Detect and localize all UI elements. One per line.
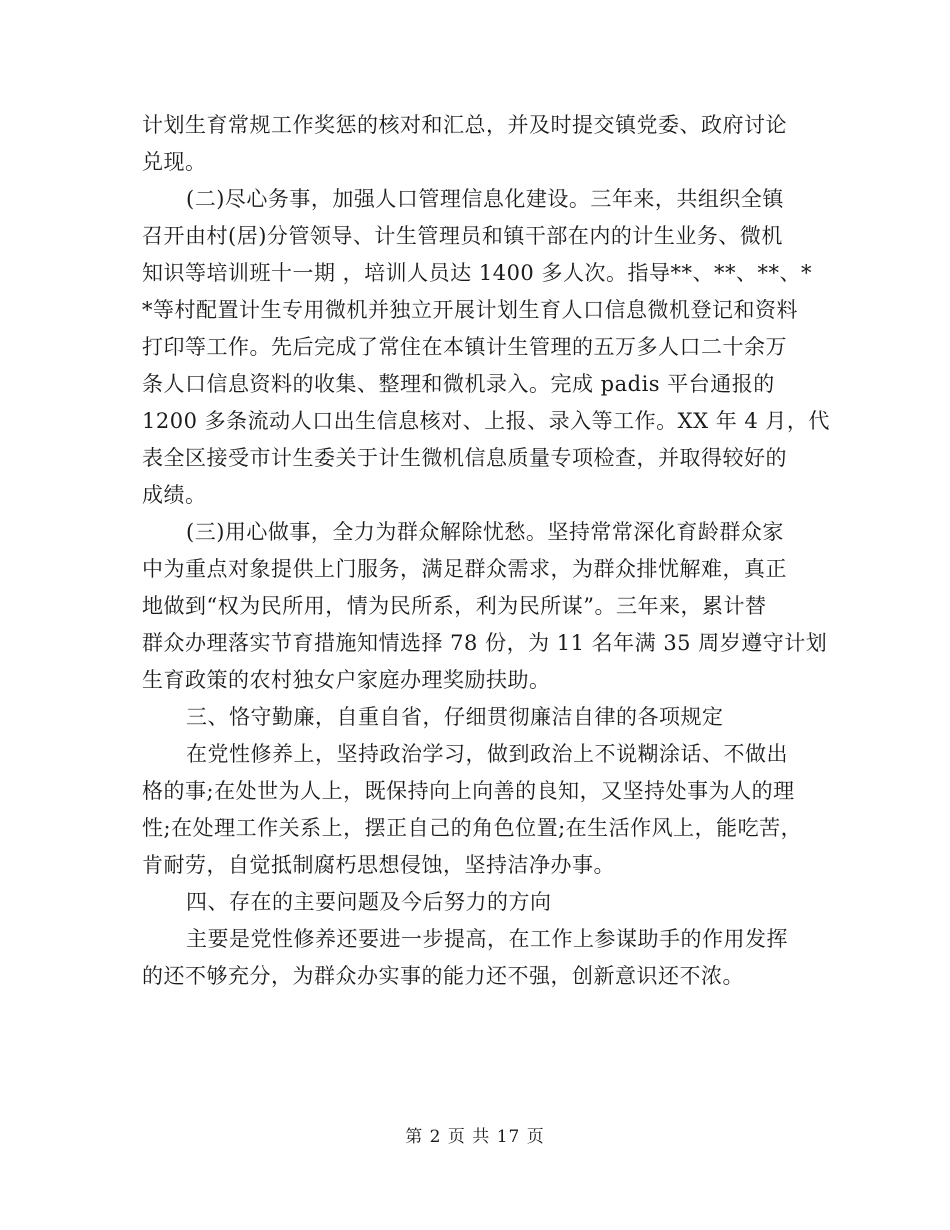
paragraph-start-line: (二)尽心务事，加强人口管理信息化建设。三年来，共组织全镇 [186, 187, 784, 211]
section-heading: 三、恪守勤廉，自重自省，仔细贯彻廉洁自律的各项规定 [186, 705, 724, 729]
text-line: 性;在处理工作关系上，摆正自己的角色位置;在生活作风上，能吃苦， [142, 816, 803, 840]
text-line: 打印等工作。先后完成了常住在本镇计生管理的五万多人口二十余万 [142, 335, 787, 359]
page-number-footer: 第 2 页 共 17 页 [405, 1127, 545, 1147]
text-line: 召开由村(居)分管领导、计生管理员和镇干部在内的计生业务、微机 [142, 224, 783, 248]
text-line: *等村配置计生专用微机并独立开展计划生育人口信息微机登记和资料 [142, 298, 798, 322]
text-line: 中为重点对象提供上门服务，满足群众需求，为群众排忧解难，真正 [142, 557, 787, 581]
text-line: 成绩。 [142, 483, 207, 507]
text-line: 表全区接受市计生委关于计生微机信息质量专项检查，并取得较好的 [142, 446, 787, 470]
text-line: 格的事;在处世为人上，既保持向上向善的良知，又坚持处事为人的理 [142, 779, 795, 803]
text-line: 群众办理落实节育措施知情选择 78 份，为 11 名年满 35 周岁遵守计划 [142, 631, 828, 655]
text-line: 兑现。 [142, 150, 207, 174]
document-body [142, 107, 830, 995]
text-line: 生育政策的农村独女户家庭办理奖励扶助。 [142, 668, 551, 692]
paragraph-start-line: (三)用心做事，全力为群众解除忧愁。坚持常常深化育龄群众家 [186, 520, 784, 544]
text-line: 1200 多条流动人口出生信息核对、上报、录入等工作。XX 年 4 月，代 [142, 409, 830, 433]
text-line: 知识等培训班十一期 ，培训人员达 1400 多人次。指导**、**、**、* [142, 261, 812, 285]
text-line: 肯耐劳，自觉抵制腐朽思想侵蚀，坚持洁净办事。 [142, 853, 615, 877]
paragraph-start-line: 主要是党性修养还要进一步提高，在工作上参谋助手的作用发挥 [186, 927, 788, 951]
text-line: 的还不够充分，为群众办实事的能力还不强，创新意识还不浓。 [142, 964, 744, 988]
text-line: 计划生育常规工作奖惩的核对和汇总，并及时提交镇党委、政府讨论 [142, 113, 787, 137]
paragraph-start-line: 在党性修养上，坚持政治学习，做到政治上不说糊涂话、不做出 [186, 742, 788, 766]
section-heading: 四、存在的主要问题及今后努力的方向 [186, 890, 552, 914]
text-line: 地做到“权为民所用，情为民所系，利为民所谋”。三年来，累计替 [142, 594, 767, 618]
text-line: 条人口信息资料的收集、整理和微机录入。完成 padis 平台通报的 [142, 372, 775, 396]
